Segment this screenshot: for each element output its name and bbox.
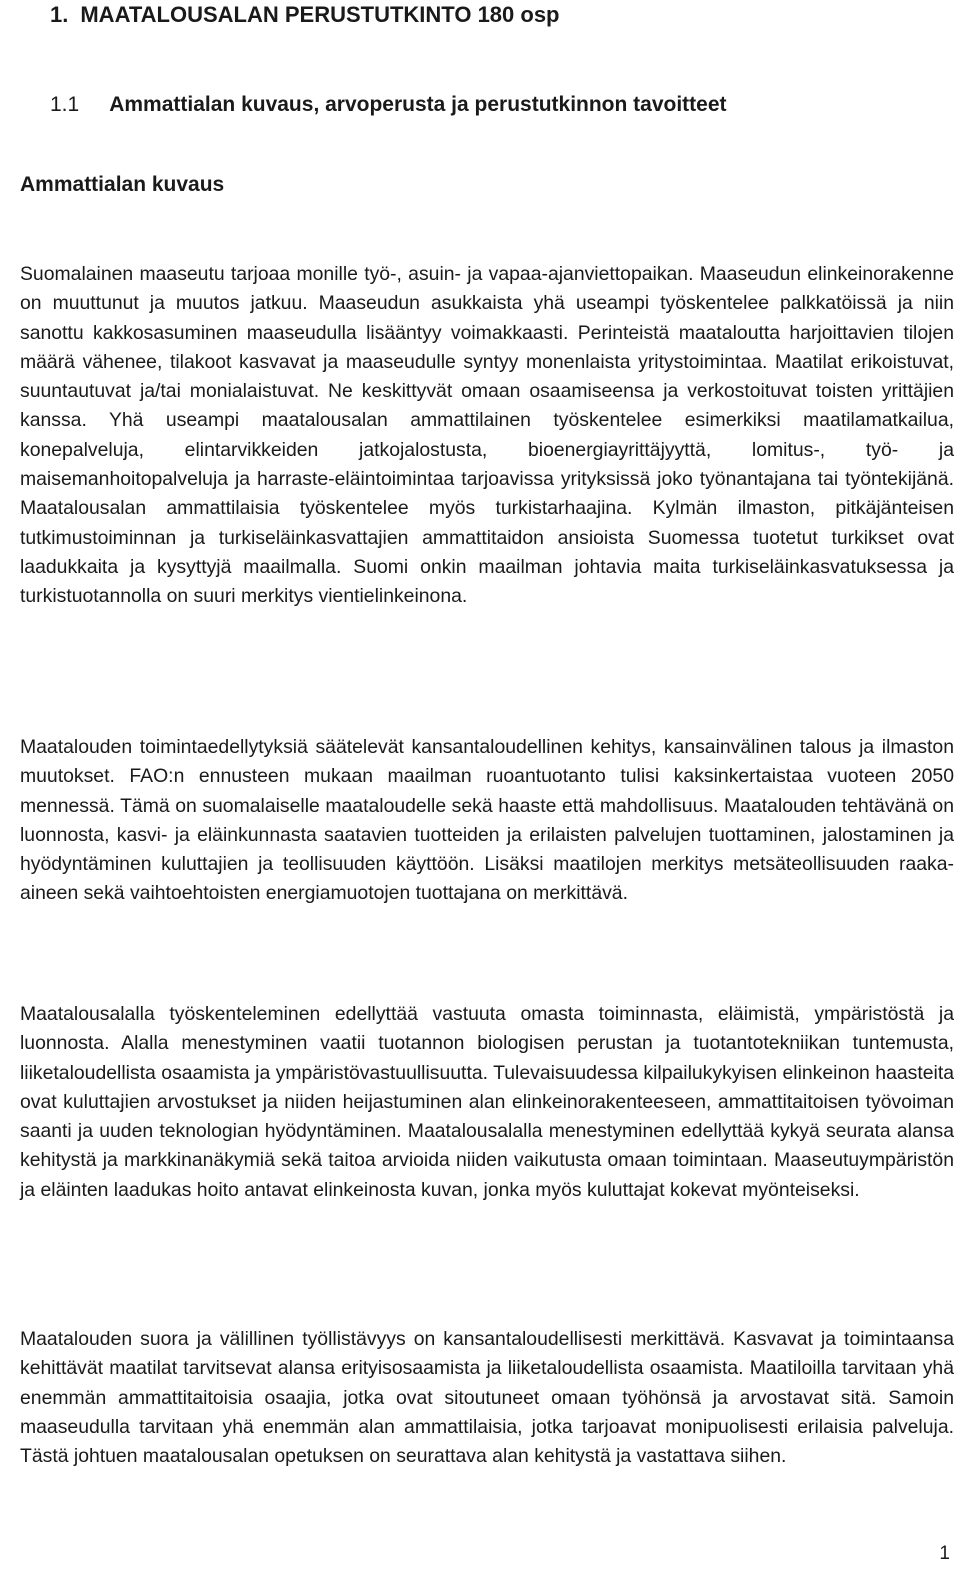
section-title: Ammattialan kuvaus, arvoperusta ja perustutkinnon tavoitteet — [109, 93, 727, 116]
section-heading — [50, 90, 727, 120]
chapter-title: MAATALOUSALAN PERUSTUTKINTO 180 osp — [80, 2, 560, 27]
subsection-heading: Ammattialan kuvaus — [20, 173, 225, 196]
section-number: 1.1 — [50, 93, 80, 116]
paragraph-work-requirements: Maatalousalalla työskenteleminen edellyttää vastuuta omasta toiminnasta, eläimistä, ympäristöstä ja luonnosta. Alalla menestyminen vaatii tuotannon biologisen perustan ja tuotantotekniikan tuntemusta, liiketaloudellista osaamista ja ympäristövastuullisuutta. Tulevaisuudessa kilpailukykyisen elinkeinon haasteita ovat kuluttajien arvostukset ja niiden heijastuminen alan elinkeinorakenteeseen, ammattitaitoisen työvoiman saanti ja uuden teknologian hyödyntäminen. Maatalousalalla menestyminen edellyttää kykyä seurata alansa kehitystä ja markkinanäkymiä sekä taitoa arvioida niiden vaikutusta omaan toimintaan. Maaseutuympäristön ja eläinten laadukas hoito antavat elinkeinosta kuvan, jonka myös kuluttajat kokevat myönteiseksi. — [20, 1003, 954, 1201]
chapter-heading — [50, 0, 560, 30]
paragraph-operating-conditions: Maatalouden toimintaedellytyksiä säätelevät kansantaloudellinen kehitys, kansainvälinen talous ja ilmaston muutokset. FAO:n ennusteen mukaan maailman ruoantuotanto tulisi kaksinkertaistaa vuoteen 2050 mennessä. Tämä on suomalaiselle maataloudelle sekä haaste että mahdollisuus. Maatalouden tehtävänä on luonnosta, kasvi- ja eläinkunnasta saatavien tuotteiden ja erilaisten palvelujen tuottaminen, jalostaminen ja hyödyntäminen kuluttajien ja teollisuuden käyttöön. Lisäksi maatilojen merkitys metsäteollisuuden raakaaineen sekä vaihtoehtoisten energiamuotojen tuottajana on merkittävä. — [20, 736, 954, 905]
paragraph-field-description: Suomalainen maaseutu tarjoaa monille työ-, asuin- ja vapaa-ajanviettopaikan. Maaseudun elinkeinorakenne on muuttunut ja muutos jatkuu. Maaseudun asukkaista yhä useampi työskentelee palkkatöissä ja niin sanottu kakkosasuminen maaseudulla lisääntyy voimakkaasti. Perinteistä maataloutta harjoittavien tilojen määrä vähenee, tilakoot kasvavat ja maaseudulle syntyy monenlaista yritystoimintaa. Maatilat erikoistuvat, suuntautuvat ja/tai monialaistuvat. Ne keskittyvät omaan osaamiseensa ja verkostoituvat toisten yrittäjien kanssa. Yhä useampi maatalousalan ammattilainen työskentelee esimerkiksi maatilamatkailua, konepalveluja, elintarvikkeiden jatkojalostusta, bioenergiayrittäjyyttä, lomitus-, työ- ja maisemanhoitopalveluja ja harraste-eläintoimintaa tarjoavissa yrityksissä joko työnantajana tai työntekijänä. Maatalousalan ammattilaisia työskentelee myös turkistarhaajina. Kylmän ilmaston, pitkäjänteisen tutkimustoiminnan ja turkiseläinkasvattajien ammattitaidon ansioista Suomessa tuotetut turkikset ovat laadukkaita ja kysyttyjä maailmalla. Suomi onkin maailman johtavia maita turkiseläinkasvatuksessa ja turkistuotannolla on suuri merkitys vientielinkeinona. — [20, 263, 954, 608]
chapter-number: 1. — [50, 2, 69, 27]
page-number: 1 — [939, 1543, 950, 1564]
paragraph-employment: Maatalouden suora ja välillinen työllistävyys on kansantaloudellisesti merkittävä. Kasvavat ja toimintaansa kehittävät maatilat tarvitsevat alansa erityisosaamista ja liiketaloudellista osaamista. Maatiloilla tarvitaan yhä enemmän ammattitaitoisia osaajia, jotka ovat sitoutuneet omaan työhönsä ja arvostavat sitä. Samoin maaseudulla tarvitaan yhä enemmän alan ammattilaisia, jotka tarjoavat monipuolisesti erilaisia palveluja. Tästä johtuen maatalousalan opetuksen on seurattava alan kehitystä ja vastattava siihen. — [20, 1328, 954, 1468]
